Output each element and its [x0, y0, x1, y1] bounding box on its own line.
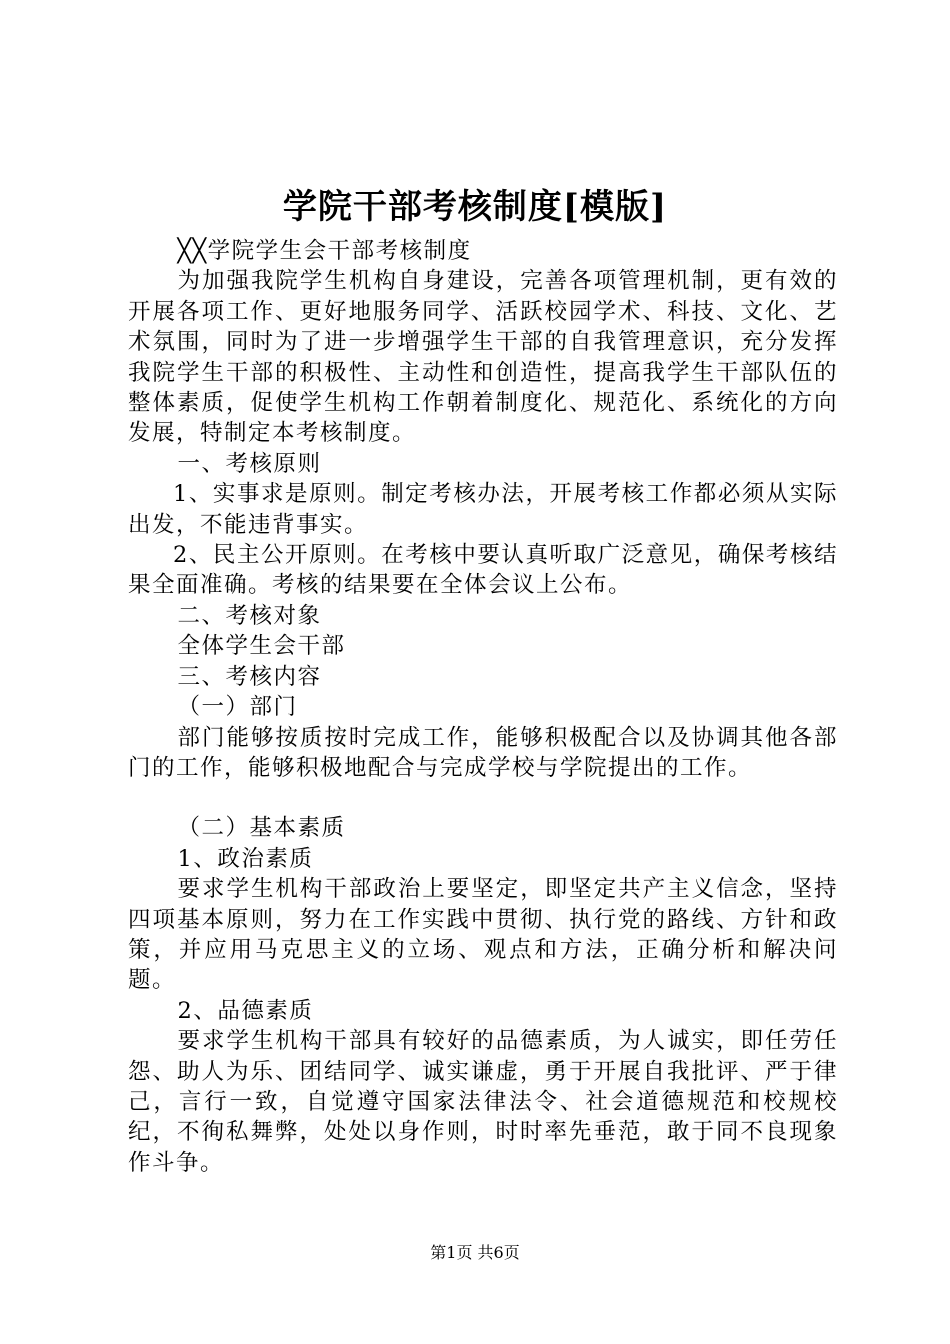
heading-political-quality: 1、政治素质	[177, 845, 314, 872]
heading-section-3: 三、考核内容	[177, 663, 322, 690]
paragraph-department: 部门能够按质按时完成工作，能够积极配合以及协调其他各部门的工作，能够积极地配合与完成学校与学院提出的工作。	[128, 724, 838, 781]
heading-section-2: 二、考核对象	[177, 602, 322, 629]
paragraph-moral-quality: 要求学生机构干部具有较好的品德素质，为人诚实，即任劳任怨、助人为乐、团结同学、诚实谦虚，勇于开展自我批评、严于律己，言行一致，自觉遵守国家法律法令、社会道德规范和校规校纪，不徇私舞弊，处处以身作则，时时率先垂范，敢于同不良现象作斗争。	[128, 1028, 838, 1176]
heading-moral-quality: 2、品德素质	[177, 997, 314, 1024]
document-body	[128, 236, 838, 1178]
paragraph-subtitle: ╳╳学院学生会干部考核制度	[177, 238, 472, 264]
heading-section-1: 一、考核原则	[177, 450, 322, 477]
document-title: 学院干部考核制度[模版]	[282, 187, 668, 227]
paragraph-principle-1: 1、实事求是原则。制定考核办法，开展考核工作都必须从实际出发，不能违背事实。	[128, 481, 838, 538]
page-footer: 第1页 共6页	[430, 1243, 520, 1262]
heading-subsection-1: （一）部门	[177, 694, 298, 721]
paragraph-political-quality: 要求学生机构干部政治上要坚定，即坚定共产主义信念，坚持四项基本原则，努力在工作实践中贯彻、执行党的路线、方针和政策，并应用马克思主义的立场、观点和方法，正确分析和解决问题。	[128, 876, 838, 994]
paragraph-principle-2: 2、民主公开原则。在考核中要认真听取广泛意见，确保考核结果全面准确。考核的结果要在全体会议上公布。	[128, 542, 838, 599]
paragraph-intro: 为加强我院学生机构自身建设，完善各项管理机制，更有效的开展各项工作、更好地服务同学、活跃校园学术、科技、文化、艺术氛围，同时为了进一步增强学生干部的自我管理意识，充分发挥我院学生干部的积极性、主动性和创造性，提高我学生干部队伍的整体素质，促使学生机构工作朝着制度化、规范化、系统化的方向发展，特制定本考核制度。	[128, 268, 838, 447]
paragraph-target: 全体学生会干部	[177, 633, 346, 660]
heading-subsection-2: （二）基本素质	[177, 815, 346, 842]
